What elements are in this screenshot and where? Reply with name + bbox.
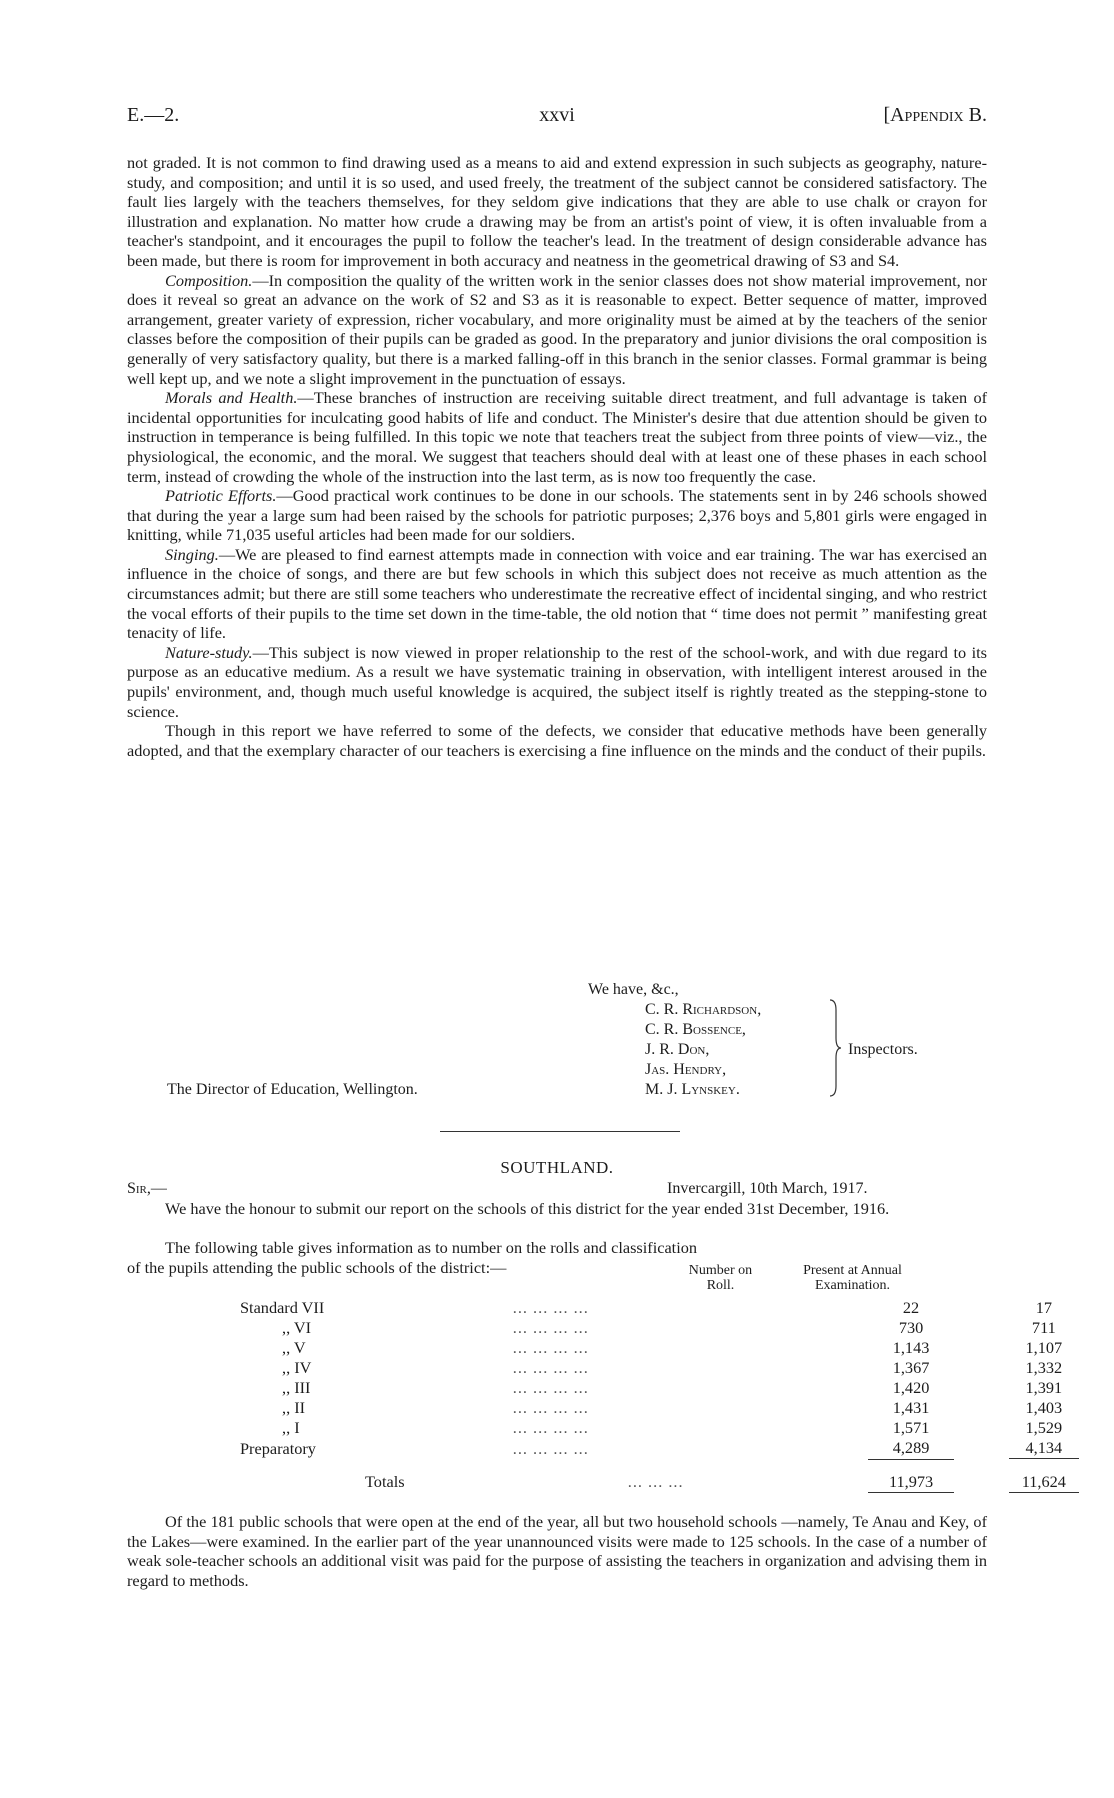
composition-paragraph: Composition.—In composition the quality of the written work in the senior classes does not show material improvement, nor does it reveal so great an advance on the work of S2 and S3 as it is reasonable to expect. Better sequence of matter, improved arrangement, greater variety of expression, richer vocabulary, and more originality must be aimed at by the teachers of the senior classes before the composition of their pupils can be graded as good. In the preparatory and junior divisions the oral composition is generally of very satisfactory quality, but there is a marked falling-off in this branch in the senior classes. Formal grammar is being well kept up, and we note a slight improvement in the punctuation of essays. (127, 270, 987, 388)
roll-table (240, 1298, 1114, 1493)
morals-heading: Morals and Health. (165, 388, 298, 408)
brace-icon (828, 998, 842, 1098)
inspector-name: C. R. Bossence, (645, 1021, 746, 1038)
present-value: 4,134 (954, 1438, 1114, 1459)
present-value: 711 (1031, 1318, 1056, 1337)
present-value: 1,332 (1025, 1358, 1063, 1377)
row-label: ,, V (282, 1338, 306, 1357)
inspector-name: Jas. Hendry, (645, 1061, 727, 1078)
present-value: 1,403 (1025, 1398, 1063, 1417)
singing-paragraph: Singing.—We are pleased to find earnest attempts made in connection with voice and ear training. The war has exercised an influence in the choice of songs, and there are but few schools in which this subject does not receive as much attention as the circumstances admit; but there are still some teachers who underestimate the recreative effect of incidental singing, and who restrict the vocal efforts of their pupils to the time set down in the time-table, the old notion that “ time does not permit ” manifesting great tenacity of life. (127, 544, 987, 643)
closing-paragraph: Though in this report we have referred to some of the defects, we consider that educative methods have been generally adopted, and that the exemplary character of our teachers is exercising a fine influence on the minds and the conduct of their pupils. (127, 721, 987, 760)
col-roll-header: Number on Roll. (688, 1263, 753, 1293)
row-label: ,, IV (282, 1358, 312, 1377)
report-code: E.—2. (127, 104, 180, 126)
present-value: 1,107 (1025, 1338, 1063, 1357)
section-divider (440, 1131, 680, 1132)
roll-value: 730 (898, 1318, 924, 1337)
appendix-label: [Appendix B. (883, 104, 987, 126)
inspectors-label: Inspectors. (848, 1041, 918, 1058)
roll-value: 1,143 (892, 1338, 930, 1357)
table-row (240, 1358, 1114, 1378)
patriotic-heading: Patriotic Efforts. (165, 486, 277, 506)
inspector-name: J. R. Don, (645, 1041, 710, 1058)
schools-paragraph: Of the 181 public schools that were open at the end of the year, all but two household schools —namely, Te Anau and Key, of the Lakes—were examined. In the earlier part of the year unannounced visits were made to 125 schools. In the case of a number of weak sole-teacher schools an additional visit was paid for the purpose of assisting the teachers in organization and advising them in regard to methods. (127, 1512, 987, 1590)
row-label: ,, VI (282, 1318, 312, 1337)
totals-label: Totals (365, 1472, 405, 1491)
table-intro-paragraph: The following table gives information as to number on the rolls and classification of the pupils attending the public schools of the district:— (127, 1238, 697, 1277)
drawing-paragraph: not graded. It is not common to find drawing used as a means to aid and extend expression in such subjects as geography, nature-study, and composition; and until it is so used, and used freely, the treatment of the subject cannot be considered satisfactory. The fault lies largely with the teachers themselves, for they seldom give indications that they are able to use chalk or crayon for illustration and explanation. No matter how crude a drawing may be from an artist's point of view, it is often invaluable from a teacher's standpoint, and it encourages the pupil to follow the teacher's lead. In the treatment of design considerable advance has been made, but there is room for improvement in both accuracy and neatness in the geometrical drawing of S3 and S4. (127, 153, 987, 270)
total-roll: 11,973 (868, 1472, 953, 1493)
roll-value: 22 (902, 1298, 920, 1317)
page-header (127, 104, 987, 134)
leader-dots: ... ... ... ... (512, 1318, 589, 1337)
row-label: ,, I (282, 1418, 300, 1437)
table-row (240, 1318, 1114, 1338)
present-value: 1,391 (1025, 1378, 1063, 1397)
roll-value: 1,420 (892, 1378, 930, 1397)
nature-study-heading: Nature-study. (165, 642, 253, 662)
southland-closing (127, 1512, 987, 1590)
page-number: xxvi (539, 104, 575, 126)
inspector-name: C. R. Richardson, (645, 1001, 762, 1018)
col-present-header: Present at Annual Examination. (803, 1263, 902, 1293)
salutation: Sir,— (127, 1180, 167, 1197)
present-value: 17 (1035, 1298, 1052, 1317)
inspector-name: M. J. Lynskey. (645, 1081, 740, 1098)
table-row (240, 1338, 1114, 1358)
leader-dots: ... ... ... ... (512, 1338, 589, 1357)
table-row (240, 1378, 1114, 1398)
total-present: 11,624 (954, 1472, 1114, 1493)
leader-dots: ... ... ... ... (512, 1438, 589, 1458)
leader-dots: ... ... ... (627, 1472, 684, 1491)
row-label: ,, III (282, 1378, 311, 1397)
report-body (127, 153, 987, 760)
leader-dots: ... ... ... ... (512, 1418, 589, 1437)
composition-heading: Composition. (165, 270, 253, 290)
row-label: Standard VII (240, 1298, 325, 1317)
closing-salutation: We have, &c., (588, 981, 679, 998)
leader-dots: ... ... ... ... (512, 1298, 589, 1317)
table-row (240, 1418, 1114, 1438)
table-row (240, 1398, 1114, 1418)
roll-value: 4,289 (868, 1438, 953, 1459)
patriotic-paragraph: Patriotic Efforts.—Good practical work continues to be done in our schools. The statements sent in by 246 schools showed that during the year a large sum had been raised by the schools for patriotic purposes; 2,376 boys and 5,801 girls were engaged in knitting, while 71,035 useful articles had been made for our soldiers. (127, 486, 987, 545)
nature-study-paragraph: Nature-study.—This subject is now viewed in proper relationship to the rest of the school-work, and with due regard to its purpose as an educative medium. As a result we have systematic training in observation, with intelligent interest aroused in the pupils' environment, and, though much useful knowledge is acquired, the subject itself is rightly treated as the stepping-stone to science. (127, 642, 987, 721)
table-intro (127, 1238, 697, 1277)
table-row (240, 1298, 1114, 1318)
table-row (240, 1438, 1114, 1459)
totals-row (240, 1472, 1114, 1493)
southland-intro (127, 1199, 987, 1219)
morals-paragraph: Morals and Health.—These branches of instruction are receiving suitable direct treatment, and full advantage is taken of incidental opportunities for inculcating good habits of life and conduct. The Minister's desire that due attention should be given to instruction in temperance is being fulfilled. In this topic we note that teachers treat the subject from three points of view—viz., the physiological, the economic, and the moral. We suggest that teachers should deal with at least one of these phases in each school term, instead of crowding the whole of the instruction into the last term, as is now too frequently the case. (127, 388, 988, 486)
roll-value: 1,431 (892, 1398, 930, 1417)
roll-value: 1,367 (892, 1358, 930, 1377)
present-value: 1,529 (1025, 1418, 1063, 1437)
section-title: SOUTHLAND. (500, 1158, 614, 1177)
row-label: ,, II (282, 1398, 306, 1417)
roll-value: 1,571 (892, 1418, 930, 1437)
intro-paragraph: We have the honour to submit our report on the schools of this district for the year ended 31st December, 1916. (165, 1199, 890, 1218)
row-label: Preparatory (240, 1438, 316, 1458)
leader-dots: ... ... ... ... (512, 1358, 589, 1377)
leader-dots: ... ... ... ... (512, 1398, 589, 1417)
addressee: The Director of Education, Wellington. (167, 1081, 418, 1098)
singing-heading: Singing. (165, 544, 219, 564)
leader-dots: ... ... ... ... (512, 1378, 589, 1397)
place-date: Invercargill, 10th March, 1917. (667, 1180, 868, 1197)
